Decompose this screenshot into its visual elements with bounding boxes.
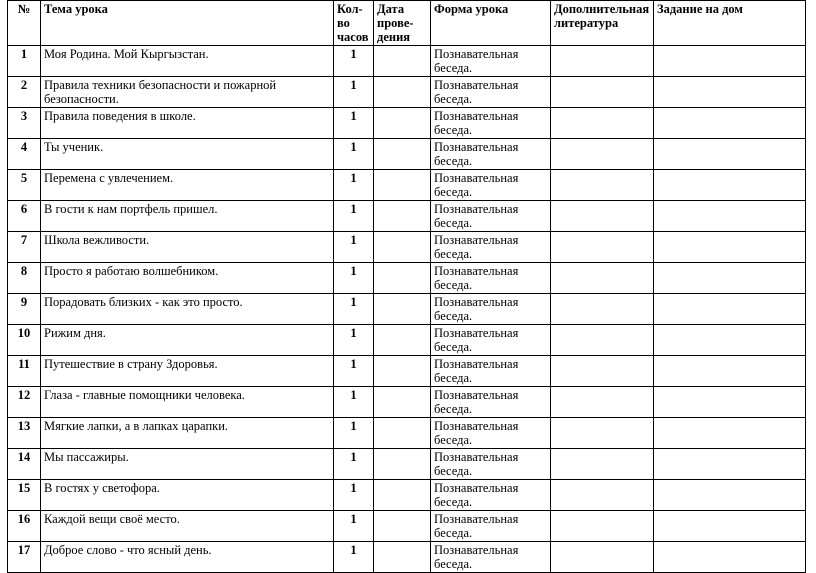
row-homework xyxy=(654,77,806,108)
table-row xyxy=(8,542,806,573)
row-hours: 1 xyxy=(334,418,374,449)
table-header-row xyxy=(8,1,806,46)
row-form: Познавательная беседа. xyxy=(431,356,551,387)
table-row xyxy=(8,263,806,294)
row-number: 4 xyxy=(8,139,41,170)
row-homework xyxy=(654,46,806,77)
row-number: 12 xyxy=(8,387,41,418)
row-hours: 1 xyxy=(334,325,374,356)
row-number: 15 xyxy=(8,480,41,511)
row-literature xyxy=(551,170,654,201)
row-number: 1 xyxy=(8,46,41,77)
row-topic: Школа вежливости. xyxy=(41,232,334,263)
row-topic: Мягкие лапки, а в лапках царапки. xyxy=(41,418,334,449)
row-date xyxy=(374,449,431,480)
row-date xyxy=(374,170,431,201)
row-number: 8 xyxy=(8,263,41,294)
header-topic: Тема урока xyxy=(41,1,334,46)
row-topic: В гостях у светофора. xyxy=(41,480,334,511)
header-date: Дата прове-дения xyxy=(374,1,431,46)
row-hours: 1 xyxy=(334,511,374,542)
row-number: 10 xyxy=(8,325,41,356)
row-date xyxy=(374,511,431,542)
row-date xyxy=(374,46,431,77)
row-homework xyxy=(654,201,806,232)
row-literature xyxy=(551,356,654,387)
row-literature xyxy=(551,511,654,542)
row-topic: Ты ученик. xyxy=(41,139,334,170)
row-homework xyxy=(654,263,806,294)
row-topic: Глаза - главные помощники человека. xyxy=(41,387,334,418)
row-number: 11 xyxy=(8,356,41,387)
row-hours: 1 xyxy=(334,201,374,232)
table-row xyxy=(8,356,806,387)
row-form: Познавательная беседа. xyxy=(431,511,551,542)
row-form: Познавательная беседа. xyxy=(431,77,551,108)
row-form: Познавательная беседа. xyxy=(431,46,551,77)
row-number: 13 xyxy=(8,418,41,449)
row-homework xyxy=(654,356,806,387)
row-date xyxy=(374,232,431,263)
row-hours: 1 xyxy=(334,263,374,294)
row-literature xyxy=(551,542,654,573)
row-homework xyxy=(654,511,806,542)
row-topic: Моя Родина. Мой Кыргызстан. xyxy=(41,46,334,77)
row-date xyxy=(374,418,431,449)
row-literature xyxy=(551,480,654,511)
row-homework xyxy=(654,387,806,418)
row-date xyxy=(374,201,431,232)
header-literature: Дополнительная литература xyxy=(551,1,654,46)
row-hours: 1 xyxy=(334,356,374,387)
row-topic: Правила поведения в школе. xyxy=(41,108,334,139)
table-row xyxy=(8,480,806,511)
table-row xyxy=(8,77,806,108)
row-topic: Рижим дня. xyxy=(41,325,334,356)
row-form: Познавательная беседа. xyxy=(431,480,551,511)
row-form: Познавательная беседа. xyxy=(431,263,551,294)
row-date xyxy=(374,356,431,387)
row-topic: В гости к нам портфель пришел. xyxy=(41,201,334,232)
row-form: Познавательная беседа. xyxy=(431,542,551,573)
row-form: Познавательная беседа. xyxy=(431,325,551,356)
row-hours: 1 xyxy=(334,170,374,201)
row-number: 7 xyxy=(8,232,41,263)
row-homework xyxy=(654,542,806,573)
row-hours: 1 xyxy=(334,46,374,77)
row-number: 5 xyxy=(8,170,41,201)
row-topic: Порадовать близких - как это просто. xyxy=(41,294,334,325)
header-form: Форма урока xyxy=(431,1,551,46)
row-literature xyxy=(551,325,654,356)
table-row xyxy=(8,418,806,449)
row-topic: Просто я работаю волшебником. xyxy=(41,263,334,294)
row-homework xyxy=(654,294,806,325)
table-row xyxy=(8,511,806,542)
row-topic: Доброе слово - что ясный день. xyxy=(41,542,334,573)
table-row xyxy=(8,294,806,325)
table-row xyxy=(8,46,806,77)
row-form: Познавательная беседа. xyxy=(431,170,551,201)
header-homework: Задание на дом xyxy=(654,1,806,46)
row-hours: 1 xyxy=(334,480,374,511)
row-homework xyxy=(654,449,806,480)
table-row xyxy=(8,325,806,356)
row-form: Познавательная беседа. xyxy=(431,201,551,232)
row-topic: Каждой вещи своё место. xyxy=(41,511,334,542)
row-literature xyxy=(551,108,654,139)
row-date xyxy=(374,294,431,325)
table-row xyxy=(8,449,806,480)
row-literature xyxy=(551,139,654,170)
row-form: Познавательная беседа. xyxy=(431,418,551,449)
row-homework xyxy=(654,170,806,201)
table-row xyxy=(8,170,806,201)
row-number: 2 xyxy=(8,77,41,108)
row-homework xyxy=(654,325,806,356)
row-form: Познавательная беседа. xyxy=(431,139,551,170)
table-row xyxy=(8,232,806,263)
row-number: 9 xyxy=(8,294,41,325)
row-date xyxy=(374,108,431,139)
row-number: 16 xyxy=(8,511,41,542)
row-date xyxy=(374,480,431,511)
row-form: Познавательная беседа. xyxy=(431,108,551,139)
lesson-plan-table xyxy=(7,0,806,573)
row-homework xyxy=(654,232,806,263)
row-form: Познавательная беседа. xyxy=(431,232,551,263)
row-hours: 1 xyxy=(334,232,374,263)
row-form: Познавательная беседа. xyxy=(431,387,551,418)
row-hours: 1 xyxy=(334,387,374,418)
row-literature xyxy=(551,232,654,263)
row-homework xyxy=(654,108,806,139)
row-date xyxy=(374,77,431,108)
header-hours: Кол-во часов xyxy=(334,1,374,46)
row-date xyxy=(374,263,431,294)
row-hours: 1 xyxy=(334,449,374,480)
row-topic: Мы пассажиры. xyxy=(41,449,334,480)
table-row xyxy=(8,139,806,170)
row-number: 3 xyxy=(8,108,41,139)
row-date xyxy=(374,542,431,573)
row-number: 17 xyxy=(8,542,41,573)
row-topic: Правила техники безопасности и пожарной безопасности. xyxy=(41,77,334,108)
row-hours: 1 xyxy=(334,294,374,325)
row-literature xyxy=(551,418,654,449)
row-form: Познавательная беседа. xyxy=(431,294,551,325)
row-topic: Перемена с увлечением. xyxy=(41,170,334,201)
row-hours: 1 xyxy=(334,108,374,139)
row-date xyxy=(374,387,431,418)
row-form: Познавательная беседа. xyxy=(431,449,551,480)
table-row xyxy=(8,108,806,139)
row-literature xyxy=(551,46,654,77)
row-hours: 1 xyxy=(334,77,374,108)
row-hours: 1 xyxy=(334,139,374,170)
row-number: 14 xyxy=(8,449,41,480)
table-row xyxy=(8,387,806,418)
header-number: № xyxy=(8,1,41,46)
row-literature xyxy=(551,294,654,325)
row-literature xyxy=(551,77,654,108)
row-literature xyxy=(551,387,654,418)
row-homework xyxy=(654,480,806,511)
row-homework xyxy=(654,139,806,170)
row-hours: 1 xyxy=(334,542,374,573)
row-homework xyxy=(654,418,806,449)
row-number: 6 xyxy=(8,201,41,232)
row-literature xyxy=(551,449,654,480)
row-topic: Путешествие в страну Здоровья. xyxy=(41,356,334,387)
table-row xyxy=(8,201,806,232)
row-date xyxy=(374,325,431,356)
row-date xyxy=(374,139,431,170)
row-literature xyxy=(551,263,654,294)
row-literature xyxy=(551,201,654,232)
